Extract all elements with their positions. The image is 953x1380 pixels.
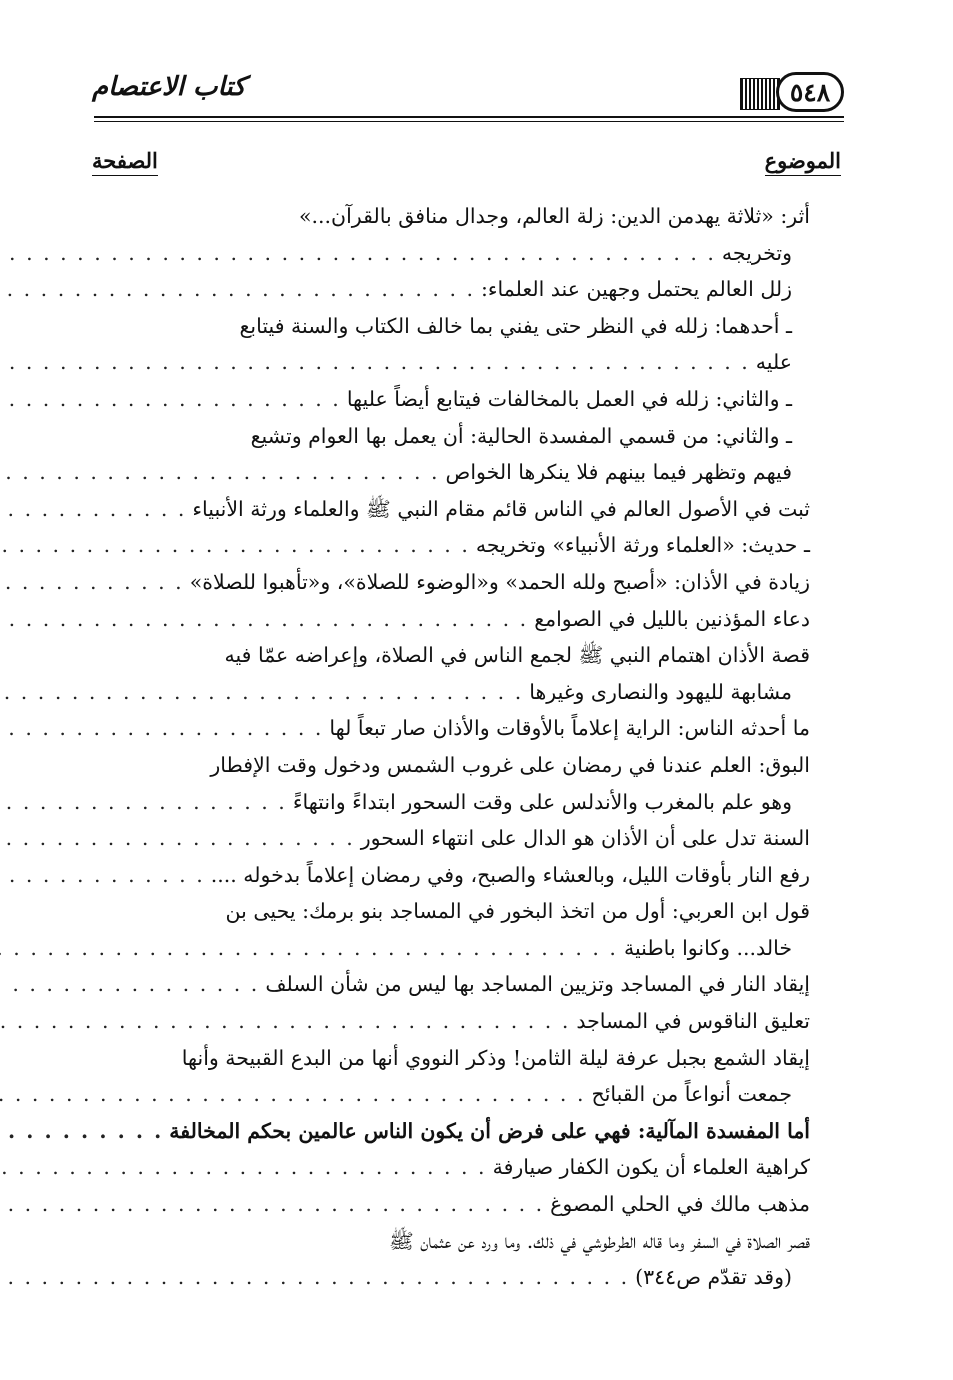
ornament-bars xyxy=(740,78,780,110)
entry-text: مذهب مالك في الحلي المصوغ xyxy=(550,1192,810,1217)
index-entry xyxy=(96,966,810,1003)
dot-leader xyxy=(0,527,476,564)
column-heading-topic: الموضوع xyxy=(765,148,841,176)
dot-leader xyxy=(0,344,756,381)
index-entry xyxy=(96,601,810,638)
index-entry xyxy=(96,271,810,308)
index-entry xyxy=(96,308,810,345)
entry-text: (وقد تقدّم ص٣٤٤) xyxy=(635,1265,792,1290)
index-entry xyxy=(96,784,810,821)
dot-leader xyxy=(0,601,534,638)
entry-text: تعليق الناقوس في المساجد xyxy=(576,1009,810,1034)
entry-text: إيقاد النار في المساجد وتزيين المساجد بها ليس من شأن السلف xyxy=(265,972,810,997)
index-entry xyxy=(96,710,810,747)
entry-text: جمعت أنواعاً من القبائح xyxy=(591,1082,792,1107)
index-entry xyxy=(96,1076,810,1113)
index-entry xyxy=(96,491,810,528)
dot-leader xyxy=(0,1113,169,1150)
entry-text: أثر: «ثلاثة يهدمن الدين: زلة العالم، وجدال منافق بالقرآن...» xyxy=(298,204,810,228)
entry-text: دعاء المؤذنين بالليل في الصوامع xyxy=(534,606,810,631)
dot-leader xyxy=(0,1076,591,1113)
dot-leader xyxy=(0,491,192,528)
index-entry xyxy=(96,564,810,601)
dot-leader xyxy=(0,820,361,857)
header-rule-thin xyxy=(94,121,844,122)
dot-leader xyxy=(0,966,265,1003)
entry-text: قول ابن العربي: أول من اتخذ البخور في المساجد بنو برمك: يحيى بن xyxy=(225,899,810,924)
index-entry xyxy=(96,344,810,381)
entry-text: ـ والثاني: من قسمي المفسدة الحالية: أن يعمل بها العوام وتشيع xyxy=(250,423,792,448)
dot-leader xyxy=(0,454,446,491)
dot-leader xyxy=(0,930,624,967)
entry-text: ثبت في الأصول العالم في الناس قائم مقام النبي ﷺ والعلماء ورثة الأنبياء xyxy=(192,496,810,521)
entry-text: ـ حديث: «العلماء ورثة الأنبياء» وتخريجه xyxy=(475,533,810,558)
dot-leader xyxy=(0,271,481,308)
index-entries xyxy=(96,198,810,1296)
entry-text: قصة الأذان اهتمام النبي ﷺ لجمع الناس في الصلاة، وإعراضه عمّا فيه xyxy=(224,643,810,668)
dot-leader xyxy=(0,235,722,272)
index-entry xyxy=(96,930,810,967)
index-entry xyxy=(96,454,810,491)
index-entry xyxy=(96,637,810,674)
entry-text: عليه xyxy=(755,350,792,375)
entry-text: قصر الصلاة في السفر وما قاله الطرطوشي في ذلك. وما ورد عن عثمان ﷺ xyxy=(389,1228,810,1253)
page-number-badge xyxy=(740,72,844,118)
index-entry xyxy=(96,1113,810,1150)
index-entry xyxy=(96,857,810,894)
entry-text: البوق: العلم عندنا في رمضان على غروب الشمس ودخول وقت الإفطار xyxy=(210,752,810,777)
dot-leader xyxy=(0,857,211,894)
entry-text: خالد... وكانوا باطنية xyxy=(623,935,792,960)
index-entry xyxy=(96,674,810,711)
column-heading-page: الصفحة xyxy=(92,148,158,176)
entry-text: زلل العالم يحتمل وجهين عند العلماء: xyxy=(481,277,792,302)
dot-leader xyxy=(0,674,529,711)
index-entry xyxy=(96,418,810,455)
dot-leader xyxy=(0,710,329,747)
entry-text: ـ أحدهما: زلله في النظر حتى يفني بما خالف الكتاب والسنة فيتابع xyxy=(239,313,792,338)
index-entry xyxy=(96,1040,810,1077)
dot-leader xyxy=(0,784,293,821)
index-entry xyxy=(96,1186,810,1223)
entry-text: وتخريجه xyxy=(721,240,792,265)
index-entry xyxy=(96,1149,810,1186)
entry-text: فيهم وتظهر فيما بينهم فلا ينكرها الخواص xyxy=(445,460,792,485)
index-entry xyxy=(96,198,810,235)
dot-leader xyxy=(0,1186,550,1223)
index-entry xyxy=(96,747,810,784)
header-rule xyxy=(94,116,844,118)
index-entry xyxy=(96,820,810,857)
book-title: كتاب الاعتصام xyxy=(92,72,246,102)
entry-text: ما أحدثه الناس: الراية إعلاماً بالأوقات والأذان صار تبعاً لها xyxy=(329,716,810,741)
entry-text: زيادة في الأذان: «أصبح ولله الحمد» و«الوضوء للصلاة»، و«تأهبوا للصلاة» xyxy=(189,569,810,594)
entry-text: إيقاد الشمع بجبل عرفة ليلة الثامن! وذكر النووي أنها من البدع القبيحة وأنها xyxy=(181,1045,810,1070)
index-entry xyxy=(96,235,810,272)
entry-text: السنة تدل على أن الأذان هو الدال على انتهاء السحور xyxy=(360,826,810,851)
index-entry xyxy=(96,1223,810,1260)
entry-text: وهو علم بالمغرب والأندلس على وقت السحور ابتداءً وانتهاءً xyxy=(292,789,792,814)
dot-leader xyxy=(0,1259,635,1296)
index-entry xyxy=(96,1259,810,1296)
dot-leader xyxy=(0,564,190,601)
index-entry xyxy=(96,1003,810,1040)
page-number: ٥٤٨ xyxy=(776,72,844,112)
index-entry xyxy=(96,893,810,930)
entry-text: رفع النار بأوقات الليل، وبالعشاء والصبح، وفي رمضان إعلاماً بدخوله .... xyxy=(210,862,810,887)
entry-text: كراهية العلماء أن يكون الكفار صيارفة xyxy=(492,1155,810,1180)
dot-leader xyxy=(0,381,347,418)
index-entry xyxy=(96,527,810,564)
entry-text: ـ والثاني: زلله في العمل بالمخالفات فيتابع أيضاً عليها xyxy=(346,386,792,411)
index-entry xyxy=(96,381,810,418)
entry-text: مشابهة لليهود والنصارى وغيرها xyxy=(529,679,792,704)
dot-leader xyxy=(0,1003,576,1040)
dot-leader xyxy=(0,1149,493,1186)
entry-text: أما المفسدة المآلية: فهي على فرض أن يكون الناس عالمين بحكم المخالفة xyxy=(169,1118,810,1143)
